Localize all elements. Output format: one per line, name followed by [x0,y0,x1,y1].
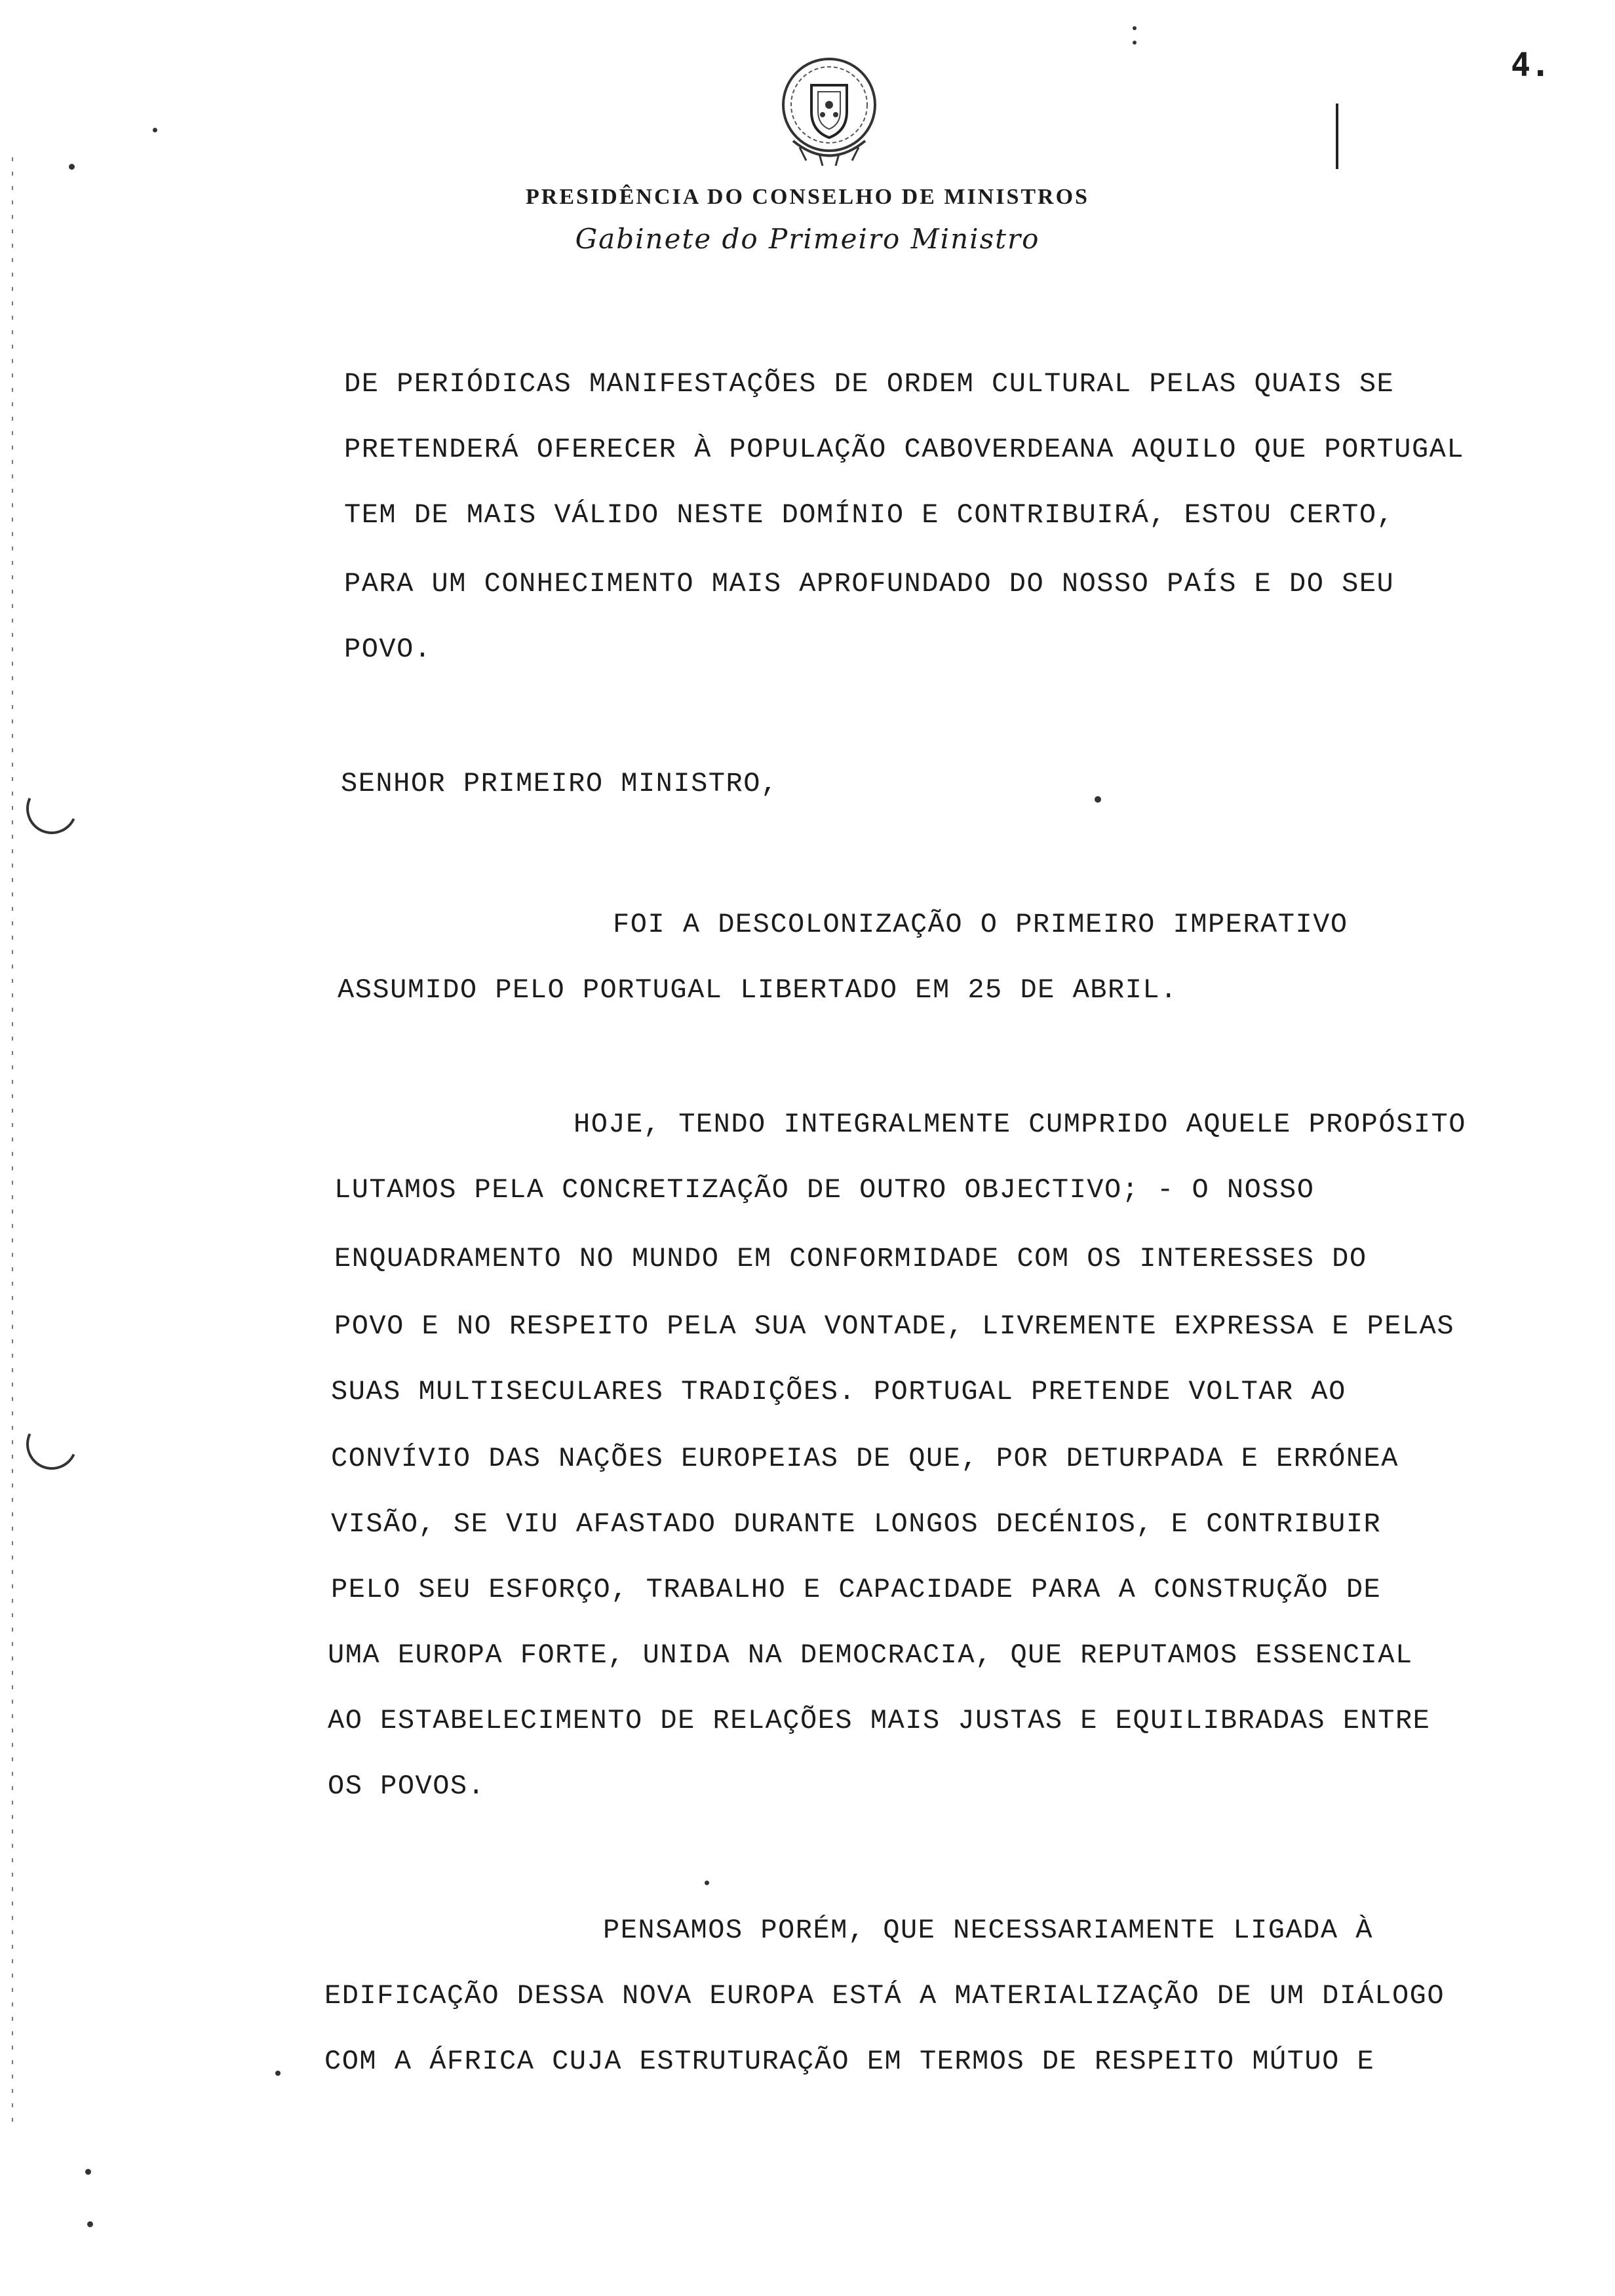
text-line: EDIFICAÇÃO DESSA NOVA EUROPA ESTÁ A MATERIALIZAÇÃO DE UM DIÁLOGO [324,1980,1445,2012]
text-line: HOJE, TENDO INTEGRALMENTE CUMPRIDO AQUELE PROPÓSITO [574,1109,1466,1140]
ink-speck [1133,41,1137,45]
punch-hole [19,1411,85,1477]
page-number: 4. [1511,46,1551,84]
text-line: POVO E NO RESPEITO PELA SUA VONTADE, LIVREMENTE EXPRESSA E PELAS [334,1311,1455,1342]
text-line: AO ESTABELECIMENTO DE RELAÇÕES MAIS JUSTAS E EQUILIBRADAS ENTRE [328,1705,1431,1736]
salutation: SENHOR PRIMEIRO MINISTRO, [341,768,779,799]
text-line: FOI A DESCOLONIZAÇÃO O PRIMEIRO IMPERATIVO [613,909,1348,940]
text-line: LUTAMOS PELA CONCRETIZAÇÃO DE OUTRO OBJECTIVO; - O NOSSO [334,1174,1315,1206]
text-line: PRETENDERÁ OFERECER À POPULAÇÃO CABOVERDEANA AQUILO QUE PORTUGAL [344,434,1465,465]
text-line: OS POVOS. [328,1770,486,1802]
text-line: ENQUADRAMENTO NO MUNDO EM CONFORMIDADE COM OS INTERESSES DO [334,1243,1367,1274]
text-line: ASSUMIDO PELO PORTUGAL LIBERTADO EM 25 DE ABRIL. [338,974,1178,1006]
institution-heading: PRESIDÊNCIA DO CONSELHO DE MINISTROS [526,185,1089,209]
ink-speck [1095,796,1101,803]
text-line: PELO SEU ESFORÇO, TRABALHO E CAPACIDADE PARA A CONSTRUÇÃO DE [331,1574,1382,1605]
office-subheading: Gabinete do Primeiro Ministro [575,223,1040,255]
text-line: DE PERIÓDICAS MANIFESTAÇÕES DE ORDEM CULTURAL PELAS QUAIS SE [344,368,1395,400]
text-line: UMA EUROPA FORTE, UNIDA NA DEMOCRACIA, QUE REPUTAMOS ESSENCIAL [328,1639,1413,1671]
ink-speck [85,2169,91,2175]
ink-speck [87,2221,93,2227]
ink-speck [705,1881,709,1885]
ink-speck [69,164,75,170]
ink-speck [275,2071,281,2076]
text-line: VISÃO, SE VIU AFASTADO DURANTE LONGOS DECÉNIOS, E CONTRIBUIR [331,1508,1382,1540]
text-line: CONVÍVIO DAS NAÇÕES EUROPEIAS DE QUE, POR DETURPADA E ERRÓNEA [331,1443,1399,1474]
text-line: POVO. [344,634,432,665]
text-line: SUAS MULTISECULARES TRADIÇÕES. PORTUGAL PRETENDE VOLTAR AO [331,1376,1346,1407]
text-line: TEM DE MAIS VÁLIDO NESTE DOMÍNIO E CONTRIBUIRÁ, ESTOU CERTO, [344,499,1395,531]
coat-of-arms-icon [767,49,891,174]
text-line: PARA UM CONHECIMENTO MAIS APROFUNDADO DO NOSSO PAÍS E DO SEU [344,568,1395,600]
ink-speck [153,128,157,132]
text-line: PENSAMOS PORÉM, QUE NECESSARIAMENTE LIGADA À [603,1915,1373,1946]
scan-edge-artifact [12,157,13,2123]
text-line: COM A ÁFRICA CUJA ESTRUTURAÇÃO EM TERMOS DE RESPEITO MÚTUO E [324,2046,1375,2077]
ink-speck [1133,26,1137,30]
margin-mark [1336,104,1338,169]
punch-hole [19,776,85,841]
